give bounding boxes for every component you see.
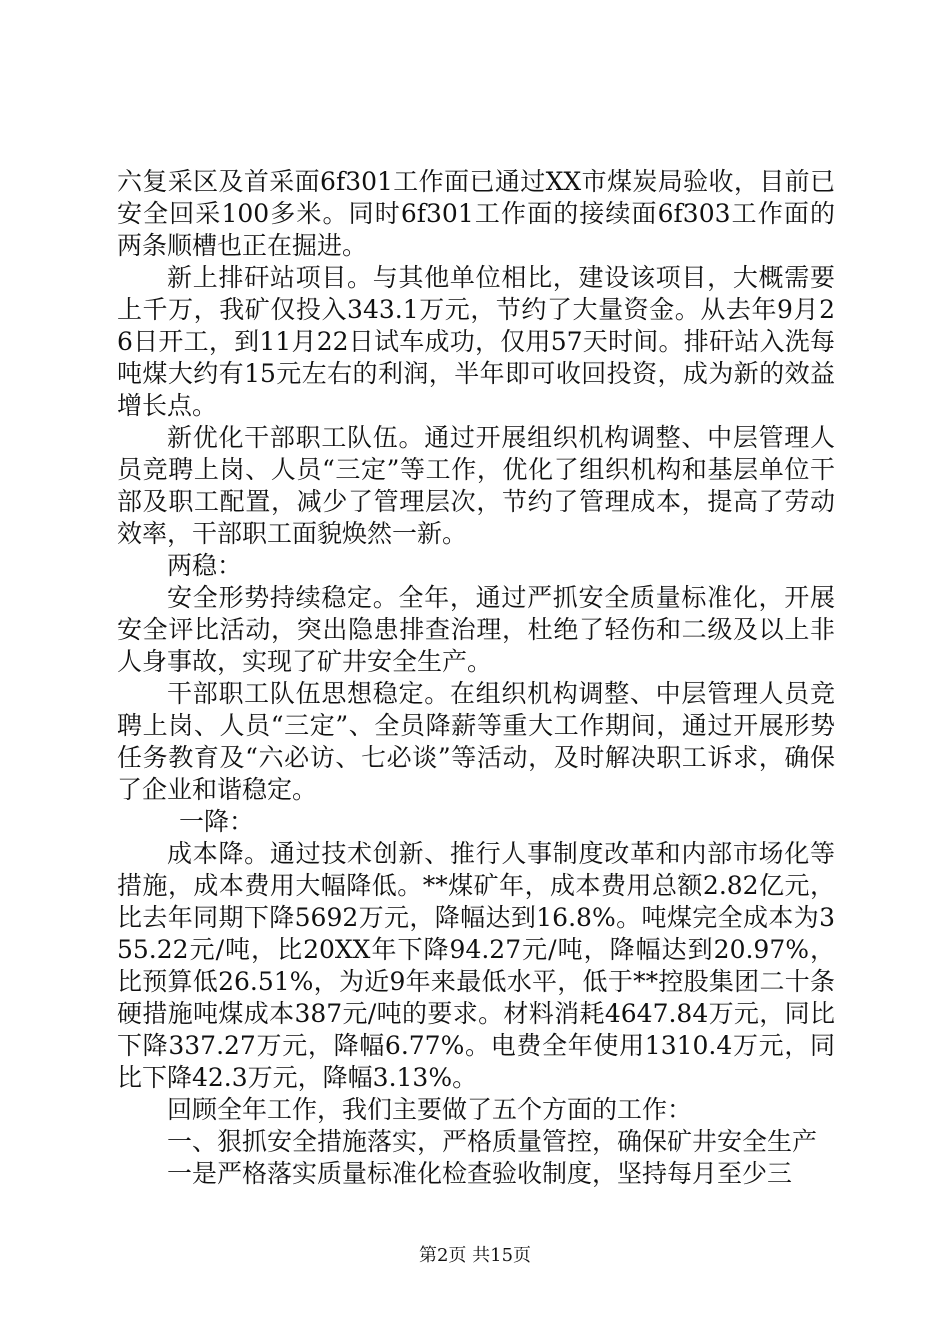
page-footer: 第2页 共15页 [418,1245,532,1266]
paragraph-cost-reduction: 成本降。通过技术创新、推行人事制度改革和内部市场化等措施，成本费用大幅降低。**煤矿年，成本费用总额2.82亿元，比去年同期下降5692万元，降幅达到16.8%。吨煤完全成本为355.22元/吨，比20XX年下降94.27元/吨，降幅达到20.97%，比预算低26.51%，为近9年来最低水平，低于**控股集团二十条硬措施吨煤成本387元/吨的要求。材料消耗4647.84万元，同比下降337.27万元，降幅6.77%。电费全年使用1310.4万元，同比下降42.3万元，降幅3.13%。 [117,839,835,1092]
paragraph-review-intro: 回顾全年工作，我们主要做了五个方面的工作： [167,1095,693,1124]
paragraph-sorting-station: 新上排矸站项目。与其他单位相比，建设该项目，大概需要上千万，我矿仅投入343.1万元，节约了大量资金。从去年9月26日开工，到11月22日试车成功，仅用57天时间。排矸站入洗每吨煤大约有15元左右的利润，半年即可收回投资，成为新的效益增长点。 [117,263,835,420]
paragraph-staff-stable: 干部职工队伍思想稳定。在组织机构调整、中层管理人员竞聘上岗、人员“三定”、全员降薪等重大工作期间，通过开展形势任务教育及“六必访、七必谈”等活动，及时解决职工诉求，确保了企业和谐稳定。 [117,679,835,804]
document-body [117,166,835,1190]
paragraph-continuation: 六复采区及首采面6f301工作面已通过XX市煤炭局验收，目前已安全回采100多米。同时6f301工作面的接续面6f303工作面的两条顺槽也正在掘进。 [117,167,835,260]
paragraph-staff-optimization: 新优化干部职工队伍。通过开展组织机构调整、中层管理人员竞聘上岗、人员“三定”等工作，优化了组织机构和基层单位干部及职工配置，减少了管理层次，节约了管理成本，提高了劳动效率，干部职工面貌焕然一新。 [117,423,835,548]
section-heading-safety: 一、狠抓安全措施落实，严格质量管控，确保矿井安全生产 [167,1127,818,1156]
paragraph-safety-stable: 安全形势持续稳定。全年，通过严抓安全质量标准化，开展安全评比活动，突出隐患排查治理，杜绝了轻伤和二级及以上非人身事故，实现了矿井安全生产。 [117,583,835,676]
heading-two-stable: 两稳： [167,551,243,580]
paragraph-quality-inspection: 一是严格落实质量标准化检查验收制度，坚持每月至少三 [167,1159,793,1188]
heading-one-reduction: 一降： [179,807,255,836]
